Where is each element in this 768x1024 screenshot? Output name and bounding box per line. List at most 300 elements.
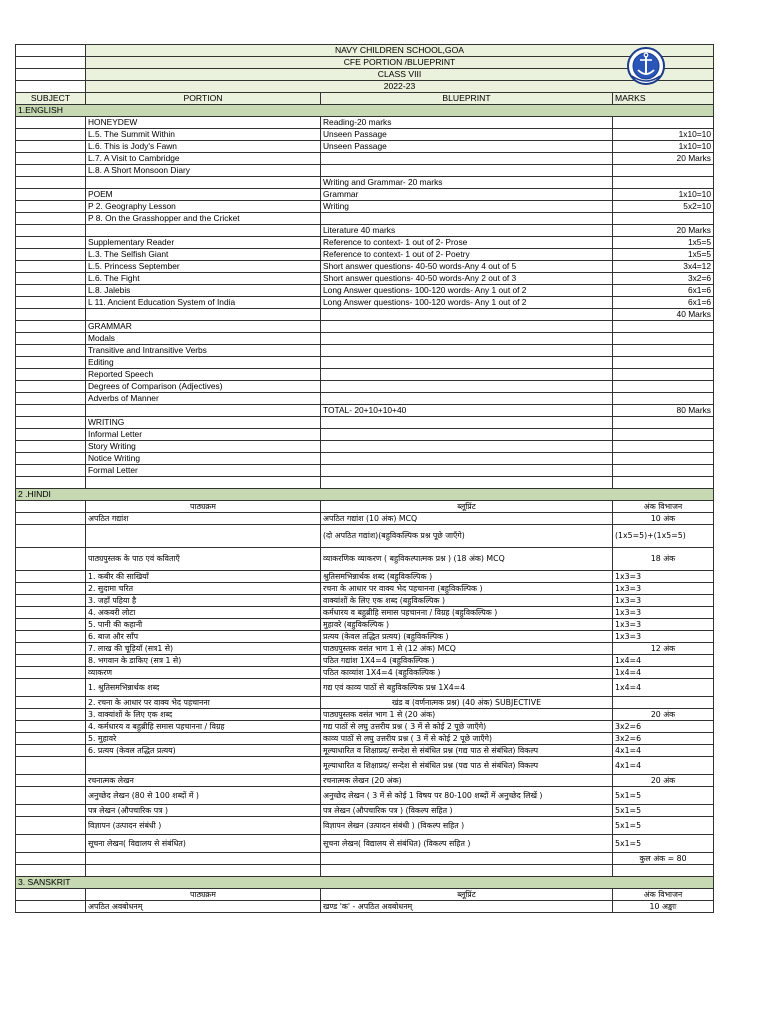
subject-cell (16, 513, 86, 525)
marks-cell: 6x1=6 (613, 297, 714, 309)
marks-cell: (1x5=5)+(1x5=5) (613, 525, 714, 548)
marks-cell (613, 381, 714, 393)
portion-cell: सूचना लेखन( विद्यालय से संबंधित) (86, 835, 321, 853)
table-row (16, 333, 714, 345)
portion-cell: 3. जहाँ पहिया है (86, 595, 321, 607)
title-row (16, 81, 714, 93)
table-row (16, 525, 714, 548)
marks-cell: 1x3=3 (613, 607, 714, 619)
portion-cell: L.5. The Summit Within (86, 129, 321, 141)
marks-cell: 20 Marks (613, 225, 714, 237)
marks-cell (613, 345, 714, 357)
portion-cell: 1. श्रुतिसमभिन्नार्थक शब्द (86, 679, 321, 697)
portion-cell (86, 853, 321, 865)
table-row (16, 153, 714, 165)
blueprint-cell: Short answer questions- 40-50 words-Any 2 out of 3 (321, 273, 613, 285)
table-row (16, 667, 714, 679)
marks-cell: 1x4=4 (613, 667, 714, 679)
marks-header: MARKS (613, 93, 714, 105)
table-row (16, 321, 714, 333)
blueprint-cell: Reference to context- 1 out of 2- Poetry (321, 249, 613, 261)
blueprint-cell: गद्य पाठों से लघु उत्तरीय प्रश्न ( 3 में से कोई 2 पूछे जाएँगे) (321, 721, 613, 733)
table-row (16, 177, 714, 189)
blueprint-cell: पठित काव्यांश 1X4=4 (बहुविकल्पिक ) (321, 667, 613, 679)
table-row (16, 787, 714, 805)
portion-cell: L.8. Jalebis (86, 285, 321, 297)
table-row (16, 853, 714, 865)
subheader-empty (16, 889, 86, 901)
table-row (16, 357, 714, 369)
portion-cell: L 11. Ancient Education System of India (86, 297, 321, 309)
table-row (16, 273, 714, 285)
portion-cell: Supplementary Reader (86, 237, 321, 249)
marks-cell: 3x4=12 (613, 261, 714, 273)
table-row (16, 817, 714, 835)
blueprint-cell: वाक्यांशों के लिए एक शब्द (बहुविकल्पिक ) (321, 595, 613, 607)
portion-cell: व्याकरण (86, 667, 321, 679)
blueprint-cell (321, 865, 613, 877)
subheader-empty (16, 501, 86, 513)
marks-cell: 4x1=4 (613, 757, 714, 775)
marks-cell (613, 393, 714, 405)
subject-cell (16, 285, 86, 297)
marks-cell (613, 865, 714, 877)
blueprint-cell (321, 465, 613, 477)
blueprint-cell: TOTAL- 20+10+10+40 (321, 405, 613, 417)
portion-cell: Notice Writing (86, 453, 321, 465)
table-row (16, 405, 714, 417)
column-header-row (16, 93, 714, 105)
table-row (16, 775, 714, 787)
hindi-section-row (16, 489, 714, 501)
marks-cell: 12 अंक (613, 643, 714, 655)
portion-cell: L.8. A Short Monsoon Diary (86, 165, 321, 177)
blueprint-cell (321, 429, 613, 441)
sanskrit-section-title: 3. SANSKRIT (16, 877, 714, 889)
subject-cell (16, 405, 86, 417)
table-row (16, 477, 714, 489)
table-row (16, 679, 714, 697)
blueprint-cell (321, 165, 613, 177)
subject-cell (16, 655, 86, 667)
subject-cell (16, 721, 86, 733)
marks-cell (613, 213, 714, 225)
table-row (16, 381, 714, 393)
marks-cell: 1x4=4 (613, 679, 714, 697)
portion-cell: 4. कर्मधारय व बहुब्रीहि समास पहचानना / विग्रह (86, 721, 321, 733)
portion-cell: Transitive and Intransitive Verbs (86, 345, 321, 357)
marks-cell (613, 357, 714, 369)
subject-cell (16, 129, 86, 141)
blueprint-cell (321, 369, 613, 381)
blueprint-cell: गद्य एवं काव्य पाठों से बहुविकल्पिक प्रश्न 1X4=4 (321, 679, 613, 697)
marks-cell (613, 321, 714, 333)
portion-cell (86, 477, 321, 489)
blueprint-cell: Unseen Passage (321, 141, 613, 153)
table-row (16, 285, 714, 297)
subject-cell (16, 189, 86, 201)
marks-cell: 18 अंक (613, 548, 714, 571)
marks-cell (613, 477, 714, 489)
blueprint-cell (321, 853, 613, 865)
marks-cell: 5x1=5 (613, 817, 714, 835)
subject-cell (16, 309, 86, 321)
portion-header: PORTION (86, 93, 321, 105)
marks-cell: 1x10=10 (613, 141, 714, 153)
marks-cell: 1x10=10 (613, 129, 714, 141)
marks-cell (613, 117, 714, 129)
blueprint-cell: रचनात्मक लेखन (20 अंक) (321, 775, 613, 787)
subject-cell (16, 643, 86, 655)
portion-cell: L.7. A Visit to Cambridge (86, 153, 321, 165)
portion-cell: 2. सुदामा चरित (86, 583, 321, 595)
marks-cell: 6x1=6 (613, 285, 714, 297)
blueprint-cell (321, 393, 613, 405)
subject-cell (16, 153, 86, 165)
subject-cell (16, 441, 86, 453)
blueprint-cell: अपठित गद्यांश (10 अंक) MCQ (321, 513, 613, 525)
marks-cell: 1x10=10 (613, 189, 714, 201)
subject-cell (16, 429, 86, 441)
subject-cell (16, 297, 86, 309)
blueprint-cell: पाठ्यपुस्तक वसंत भाग 1 से (12 अंक) MCQ (321, 643, 613, 655)
document-title: CFE PORTION /BLUEPRINT (86, 57, 714, 69)
blueprint-cell: अनुच्छेद लेखन ( 3 में से कोई 1 विषय पर 80-100 शब्दों में अनुच्छेद लिखें ) (321, 787, 613, 805)
portion-cell: 2. रचना के आधार पर वाक्य भेद पहचानना (86, 697, 321, 709)
subject-cell (16, 357, 86, 369)
school-crest-icon (626, 46, 666, 86)
subject-cell (16, 805, 86, 817)
subject-cell (16, 333, 86, 345)
subject-cell (16, 697, 86, 709)
blueprint-cell: Literature 40 marks (321, 225, 613, 237)
marks-cell: 4x1=4 (613, 745, 714, 757)
table-row (16, 189, 714, 201)
subject-cell (16, 417, 86, 429)
marks-cell: 3x2=6 (613, 273, 714, 285)
blueprint-cell: काव्य पाठों से लघु उत्तरीय प्रश्न ( 3 में से कोई 2 पूछे जाएँगे) (321, 733, 613, 745)
subject-cell (16, 901, 86, 913)
blueprint-cell: Grammar (321, 189, 613, 201)
portion-cell (86, 405, 321, 417)
table-row (16, 453, 714, 465)
subject-cell (16, 393, 86, 405)
subject-cell (16, 583, 86, 595)
table-row (16, 607, 714, 619)
blueprint-cell: मूल्याधारित व शिक्षाप्रद/ सन्देश से संबंधित प्रश्न (गद्य पाठ से संबंधित) विकल्प (321, 745, 613, 757)
portion-cell (86, 525, 321, 548)
table-row (16, 643, 714, 655)
marks-cell (613, 697, 714, 709)
table-row (16, 465, 714, 477)
portion-cell (86, 865, 321, 877)
blueprint-cell (321, 321, 613, 333)
blueprint-cell (321, 381, 613, 393)
marks-cell: 20 अंक (613, 775, 714, 787)
blueprint-cell: प्रत्यय (केवल तद्धित प्रत्यय) (बहुविकल्पिक ) (321, 631, 613, 643)
subject-cell (16, 165, 86, 177)
portion-cell: 5. मुहावरे (86, 733, 321, 745)
subject-cell (16, 453, 86, 465)
subject-cell (16, 525, 86, 548)
table-row (16, 225, 714, 237)
subject-cell (16, 548, 86, 571)
table-row (16, 835, 714, 853)
blueprint-cell: Unseen Passage (321, 129, 613, 141)
portion-cell: 6. बाज और साँप (86, 631, 321, 643)
table-row (16, 393, 714, 405)
blueprint-cell: कर्मधारय व बहुब्रीहि समास पहचानना / विग्रह (बहुविकल्पिक ) (321, 607, 613, 619)
subject-cell (16, 835, 86, 853)
portion-cell: अनुच्छेद लेखन (80 से 100 शब्दों में ) (86, 787, 321, 805)
table-row (16, 201, 714, 213)
marks-cell: 10 अंक (613, 513, 714, 525)
subject-cell (16, 787, 86, 805)
table-row (16, 165, 714, 177)
portion-cell: WRITING (86, 417, 321, 429)
portion-cell (86, 309, 321, 321)
blueprint-sheet (15, 44, 713, 913)
blueprint-cell: Writing and Grammar- 20 marks (321, 177, 613, 189)
portion-cell: 8. भगवान के डाकिए (सत्र 1 से) (86, 655, 321, 667)
table-row (16, 571, 714, 583)
subject-cell (16, 381, 86, 393)
blueprint-cell: विज्ञापन लेखन (उत्पादन संबंधी ) (विकल्प सहित ) (321, 817, 613, 835)
blueprint-cell (321, 153, 613, 165)
portion-cell: P 2. Geography Lesson (86, 201, 321, 213)
table-row (16, 655, 714, 667)
subject-cell (16, 141, 86, 153)
portion-cell: Editing (86, 357, 321, 369)
table-row (16, 429, 714, 441)
portion-cell: पाठ्यपुस्तक के पाठ एवं कविताएँ (86, 548, 321, 571)
blueprint-table (15, 44, 714, 913)
blueprint-cell: रचना के आधार पर वाक्य भेद पहचानना (बहुविकल्पिक ) (321, 583, 613, 595)
english-section-row (16, 105, 714, 117)
marks-cell (613, 177, 714, 189)
marks-cell (613, 453, 714, 465)
subject-cell (16, 865, 86, 877)
table-row (16, 548, 714, 571)
table-row (16, 513, 714, 525)
class-name: CLASS VIII (86, 69, 714, 81)
marks-cell (613, 333, 714, 345)
blueprint-cell: खंड ब (वर्णनात्मक प्रश्न) (40 अंक) SUBJECTIVE (321, 697, 613, 709)
session-year: 2022-23 (86, 81, 714, 93)
table-row (16, 619, 714, 631)
subject-cell (16, 775, 86, 787)
subject-cell (16, 249, 86, 261)
subject-cell (16, 571, 86, 583)
marks-cell: 10 अङ्काः (613, 901, 714, 913)
subject-cell (16, 745, 86, 757)
table-row (16, 583, 714, 595)
table-row (16, 213, 714, 225)
marks-cell: 80 Marks (613, 405, 714, 417)
portion-cell: Degrees of Comparison (Adjectives) (86, 381, 321, 393)
subject-cell (16, 117, 86, 129)
blueprint-cell (321, 333, 613, 345)
portion-cell: P 8. On the Grasshopper and the Cricket (86, 213, 321, 225)
blueprint-cell: Long Answer questions- 100-120 words- Any 1 out of 2 (321, 285, 613, 297)
portion-cell: अपठित गद्यांश (86, 513, 321, 525)
subject-header: SUBJECT (16, 93, 86, 105)
blueprint-cell: Long Answer questions- 100-120 words- Any 1 out of 2 (321, 297, 613, 309)
blueprint-cell (321, 477, 613, 489)
portion-cell: HONEYDEW (86, 117, 321, 129)
table-row (16, 141, 714, 153)
hindi-subheader-blueprint: ब्लूप्रिंट (321, 501, 613, 513)
blueprint-cell: Reference to context- 1 out of 2- Prose (321, 237, 613, 249)
portion-cell: 7. लाख की चूड़ियाँ (सत्र1 से) (86, 643, 321, 655)
subject-cell (16, 667, 86, 679)
portion-cell: Informal Letter (86, 429, 321, 441)
subject-cell (16, 201, 86, 213)
blueprint-cell: खण्ड 'क' - अपठित अवबोधनम् (321, 901, 613, 913)
title-row (16, 69, 714, 81)
blueprint-cell: Writing (321, 201, 613, 213)
table-row (16, 117, 714, 129)
sanskrit-subheader-row (16, 889, 714, 901)
marks-cell: 3x2=6 (613, 733, 714, 745)
subject-cell (16, 237, 86, 249)
table-row (16, 297, 714, 309)
marks-cell (613, 465, 714, 477)
portion-cell (86, 177, 321, 189)
blueprint-cell: Short answer questions- 40-50 words-Any 4 out of 5 (321, 261, 613, 273)
marks-cell: 5x1=5 (613, 787, 714, 805)
blueprint-cell: मुहावरे (बहुविकल्पिक ) (321, 619, 613, 631)
table-row (16, 261, 714, 273)
subject-cell (16, 817, 86, 835)
subject-cell (16, 465, 86, 477)
table-row (16, 417, 714, 429)
table-row (16, 249, 714, 261)
blueprint-cell: श्रुतिसमभिन्नार्थक शब्द (बहुविकल्पिक ) (321, 571, 613, 583)
marks-cell (613, 441, 714, 453)
subject-cell (16, 607, 86, 619)
marks-cell (613, 369, 714, 381)
portion-cell: Adverbs of Manner (86, 393, 321, 405)
marks-cell: 1x3=3 (613, 631, 714, 643)
blueprint-cell: पठित गद्यांश 1X4=4 (बहुविकल्पिक ) (321, 655, 613, 667)
marks-cell: 1x3=3 (613, 571, 714, 583)
marks-cell: 5x1=5 (613, 835, 714, 853)
portion-cell: L.3. The Selfish Giant (86, 249, 321, 261)
marks-cell (613, 165, 714, 177)
table-row (16, 805, 714, 817)
portion-cell: GRAMMAR (86, 321, 321, 333)
blueprint-cell: Reading-20 marks (321, 117, 613, 129)
portion-cell: रचनात्मक लेखन (86, 775, 321, 787)
sanskrit-section-row (16, 877, 714, 889)
portion-cell: Reported Speech (86, 369, 321, 381)
sanskrit-subheader-blueprint: ब्लूप्रिंट (321, 889, 613, 901)
portion-cell (86, 225, 321, 237)
subject-cell (16, 369, 86, 381)
portion-cell: Modals (86, 333, 321, 345)
blueprint-cell: सूचना लेखन( विद्यालय से संबंधित) (विकल्प सहित ) (321, 835, 613, 853)
marks-cell: 5x2=10 (613, 201, 714, 213)
table-row (16, 369, 714, 381)
marks-cell: 1x5=5 (613, 249, 714, 261)
blueprint-cell (321, 309, 613, 321)
blueprint-cell: पाठ्यपुस्तक वसंत भाग 1 से (20 अंक) (321, 709, 613, 721)
marks-cell: 20 अंक (613, 709, 714, 721)
blueprint-cell: पत्र लेखन (औपचारिक पत्र ) (विकल्प सहित ) (321, 805, 613, 817)
blueprint-cell (321, 417, 613, 429)
table-row (16, 345, 714, 357)
portion-cell: 5. पानी की कहानी (86, 619, 321, 631)
subject-cell (16, 225, 86, 237)
subject-cell (16, 261, 86, 273)
portion-cell (86, 757, 321, 775)
portion-cell: L.6. This is Jody's Fawn (86, 141, 321, 153)
subject-cell (16, 853, 86, 865)
table-row (16, 129, 714, 141)
marks-cell: 1x4=4 (613, 655, 714, 667)
marks-cell: 3x2=6 (613, 721, 714, 733)
blueprint-header: BLUEPRINT (321, 93, 613, 105)
marks-cell (613, 417, 714, 429)
marks-cell: 1x3=3 (613, 619, 714, 631)
marks-cell: 40 Marks (613, 309, 714, 321)
sanskrit-subheader-portion: पाठ्यक्रम (86, 889, 321, 901)
table-row (16, 721, 714, 733)
table-row (16, 901, 714, 913)
subject-cell (16, 321, 86, 333)
portion-cell: विज्ञापन (उत्पादन संबंधी ) (86, 817, 321, 835)
portion-cell: 3. वाक्यांशों के लिए एक शब्द (86, 709, 321, 721)
table-row (16, 865, 714, 877)
subject-cell (16, 619, 86, 631)
table-row (16, 595, 714, 607)
portion-cell: L.6. The Fight (86, 273, 321, 285)
marks-cell: 20 Marks (613, 153, 714, 165)
marks-cell (613, 429, 714, 441)
table-row (16, 631, 714, 643)
school-name: NAVY CHILDREN SCHOOL,GOA (86, 45, 714, 57)
blueprint-cell (321, 345, 613, 357)
portion-cell: 1. कबीर की साखियाँ (86, 571, 321, 583)
table-row (16, 745, 714, 757)
portion-cell: अपठित अवबोधनम् (86, 901, 321, 913)
subject-cell (16, 733, 86, 745)
hindi-subheader-row (16, 501, 714, 513)
subject-cell (16, 177, 86, 189)
hindi-subheader-marks: अंक विभाजन (613, 501, 714, 513)
title-row (16, 57, 714, 69)
hindi-subheader-portion: पाठ्यक्रम (86, 501, 321, 513)
subject-cell (16, 345, 86, 357)
english-section-title: 1.ENGLISH (16, 105, 714, 117)
subject-cell (16, 757, 86, 775)
portion-cell: पत्र लेखन (औपचारिक पत्र ) (86, 805, 321, 817)
subject-cell (16, 273, 86, 285)
sanskrit-subheader-marks: अंक विभाजन (613, 889, 714, 901)
table-row (16, 237, 714, 249)
portion-cell: POEM (86, 189, 321, 201)
table-row (16, 697, 714, 709)
subject-cell (16, 709, 86, 721)
title-row (16, 45, 714, 57)
portion-cell: L.5. Princess September (86, 261, 321, 273)
marks-cell: 5x1=5 (613, 805, 714, 817)
subject-cell (16, 213, 86, 225)
blueprint-cell (321, 357, 613, 369)
portion-cell: 6. प्रत्यय (केवल तद्धित प्रत्यय) (86, 745, 321, 757)
subject-cell (16, 477, 86, 489)
